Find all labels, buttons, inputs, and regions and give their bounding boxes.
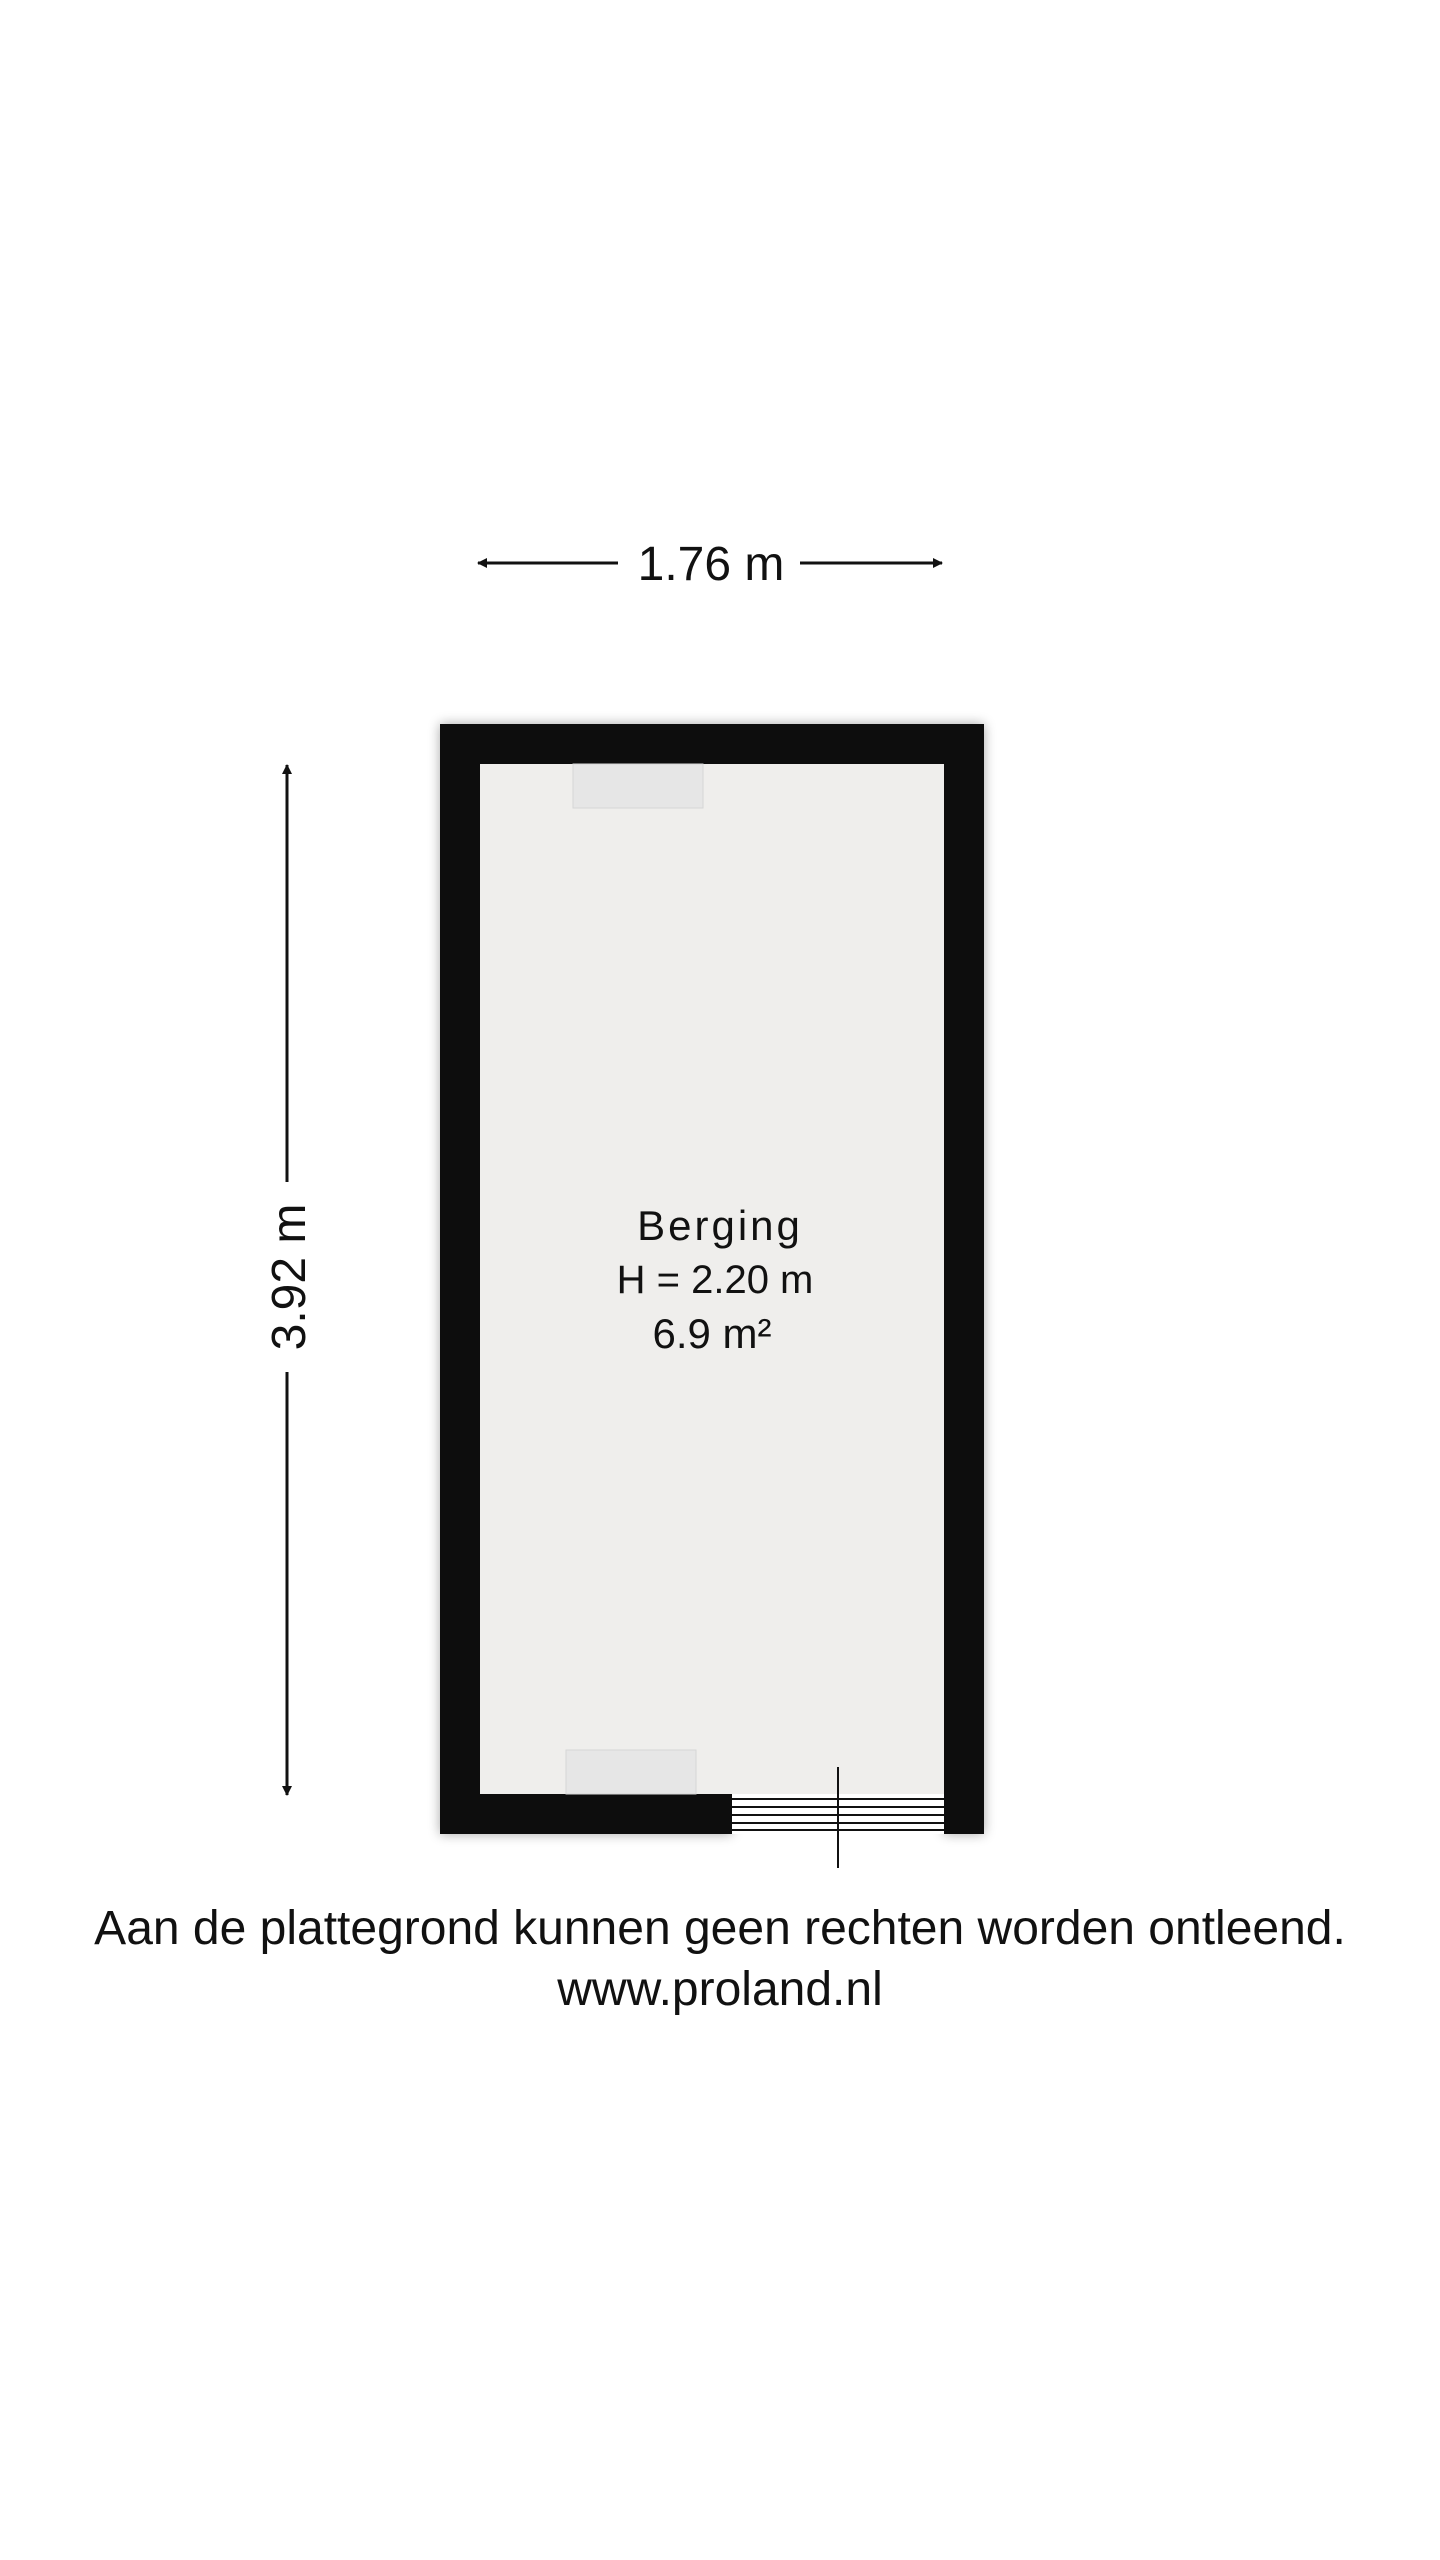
wall-top — [440, 724, 984, 764]
room-name: Berging — [637, 1202, 803, 1249]
website-link[interactable]: www.proland.nl — [557, 1963, 883, 2016]
width-dimension — [478, 538, 942, 591]
width-dimension-label: 1.76 m — [637, 538, 785, 591]
depth-dimension-label: 3.92 m — [263, 1203, 316, 1351]
room-area: 6.9 m² — [652, 1310, 772, 1357]
depth-dimension — [263, 765, 316, 1795]
top-window-element — [573, 764, 703, 808]
disclaimer-text: Aan de plattegrond kunnen geen rechten worden ontleend. — [94, 1902, 1346, 1955]
wall-left — [440, 724, 480, 1834]
bottom-window-element — [566, 1750, 696, 1794]
wall-right — [944, 724, 984, 1834]
room-height: H = 2.20 m — [616, 1258, 814, 1302]
wall-bottom — [440, 1794, 732, 1834]
